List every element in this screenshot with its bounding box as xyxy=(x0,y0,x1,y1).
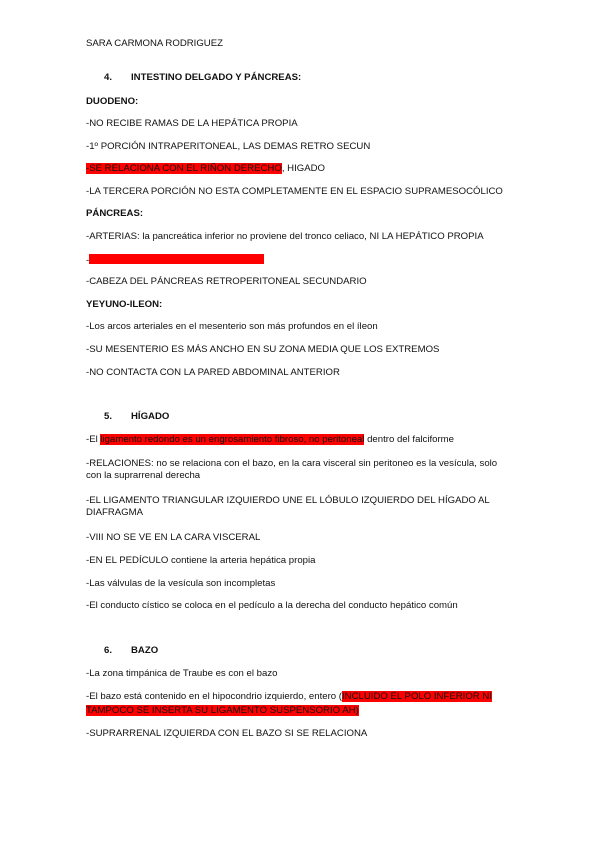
pancreas-label: PÁNCREAS: xyxy=(86,208,144,219)
duodeno-line-3 xyxy=(86,163,516,175)
pancreas-line-2 xyxy=(86,254,516,267)
bazo-line-2b xyxy=(86,705,516,717)
section-number: 5. xyxy=(104,411,113,422)
bazo-line-2a xyxy=(86,691,516,703)
bazo-line-1: -La zona timpánica de Traube es con el bazo xyxy=(86,668,278,679)
section-5-heading xyxy=(86,411,516,423)
line-text: -El xyxy=(86,434,101,445)
higado-line-4: -VIII NO SE VE EN LA CARA VISCERAL xyxy=(86,532,261,543)
author-name: SARA CARMONA RODRIGUEZ xyxy=(86,38,223,49)
higado-line-3: -EL LIGAMENTO TRIANGULAR IZQUIERDO UNE EL LÓBULO IZQUIERDO DEL HÍGADO AL DIAFRAGMA xyxy=(86,495,490,518)
higado-line-2: -RELACIONES: no se relaciona con el bazo, en la cara visceral sin peritoneo es la vesícula, solo con la suprarrenal derecha xyxy=(86,458,498,481)
line-text: dentro del falciforme xyxy=(364,434,454,445)
section-4-heading xyxy=(86,72,516,84)
section-number: 4. xyxy=(104,72,113,83)
yeyuno-line-1: -Los arcos arteriales en el mesenterio son más profundos en el íleon xyxy=(86,321,378,332)
redacted-highlight xyxy=(89,254,264,264)
highlighted-text: TAMPOCO SE INSERTA SU LIGAMENTO SUSPENSORIO AH) xyxy=(86,705,359,716)
line-text: -El bazo está contenido en el hipocondrio izquierdo, entero ( xyxy=(86,691,342,702)
duodeno-line-1: -NO RECIBE RAMAS DE LA HEPÁTICA PROPIA xyxy=(86,118,298,129)
duodeno-line-2: -1º PORCIÓN INTRAPERITONEAL, LAS DEMAS RETRO SECUN xyxy=(86,141,371,152)
section-6-heading xyxy=(86,645,516,657)
higado-line-5: -EN EL PEDÍCULO contiene la arteria hepática propia xyxy=(86,555,316,566)
highlighted-text: ligamento redondo es un engrosamiento fibroso, no peritoneal xyxy=(100,434,365,445)
bazo-line-3: -SUPRARRENAL IZQUIERDA CON EL BAZO SI SE RELACIONA xyxy=(86,728,368,739)
duodeno-label: DUODENO: xyxy=(86,96,139,107)
higado-line-7: -El conducto cístico se coloca en el pedículo a la derecha del conducto hepático común xyxy=(86,600,458,611)
highlighted-text: -SE RELACIONA CON EL RIÑON DERECHO xyxy=(86,163,282,174)
section-title: BAZO xyxy=(131,645,159,656)
yeyuno-label: YEYUNO-ILEON: xyxy=(86,299,163,310)
line-prefix: - xyxy=(86,255,90,266)
highlighted-text: INCLUIDO EL POLO INFERIOR NI xyxy=(342,691,492,702)
yeyuno-line-3: -NO CONTACTA CON LA PARED ABDOMINAL ANTERIOR xyxy=(86,367,340,378)
higado-line-6: -Las válvulas de la vesícula son incompletas xyxy=(86,578,276,589)
section-number: 6. xyxy=(104,645,113,656)
yeyuno-line-2: -SU MESENTERIO ES MÁS ANCHO EN SU ZONA MEDIA QUE LOS EXTREMOS xyxy=(86,344,440,355)
pancreas-line-3: -CABEZA DEL PÁNCREAS RETROPERITONEAL SECUNDARIO xyxy=(86,276,367,287)
higado-line-1 xyxy=(86,434,516,446)
duodeno-line-4: -LA TERCERA PORCIÓN NO ESTA COMPLETAMENTE EN EL ESPACIO SUPRAMESOCÓLICO xyxy=(86,186,503,197)
section-title: INTESTINO DELGADO Y PÁNCREAS: xyxy=(131,72,302,83)
line-text: , HIGADO xyxy=(281,163,326,174)
section-title: HÍGADO xyxy=(131,411,170,422)
pancreas-line-1: -ARTERIAS: la pancreática inferior no proviene del tronco celiaco, NI LA HEPÁTICO PROPIA xyxy=(86,231,484,242)
